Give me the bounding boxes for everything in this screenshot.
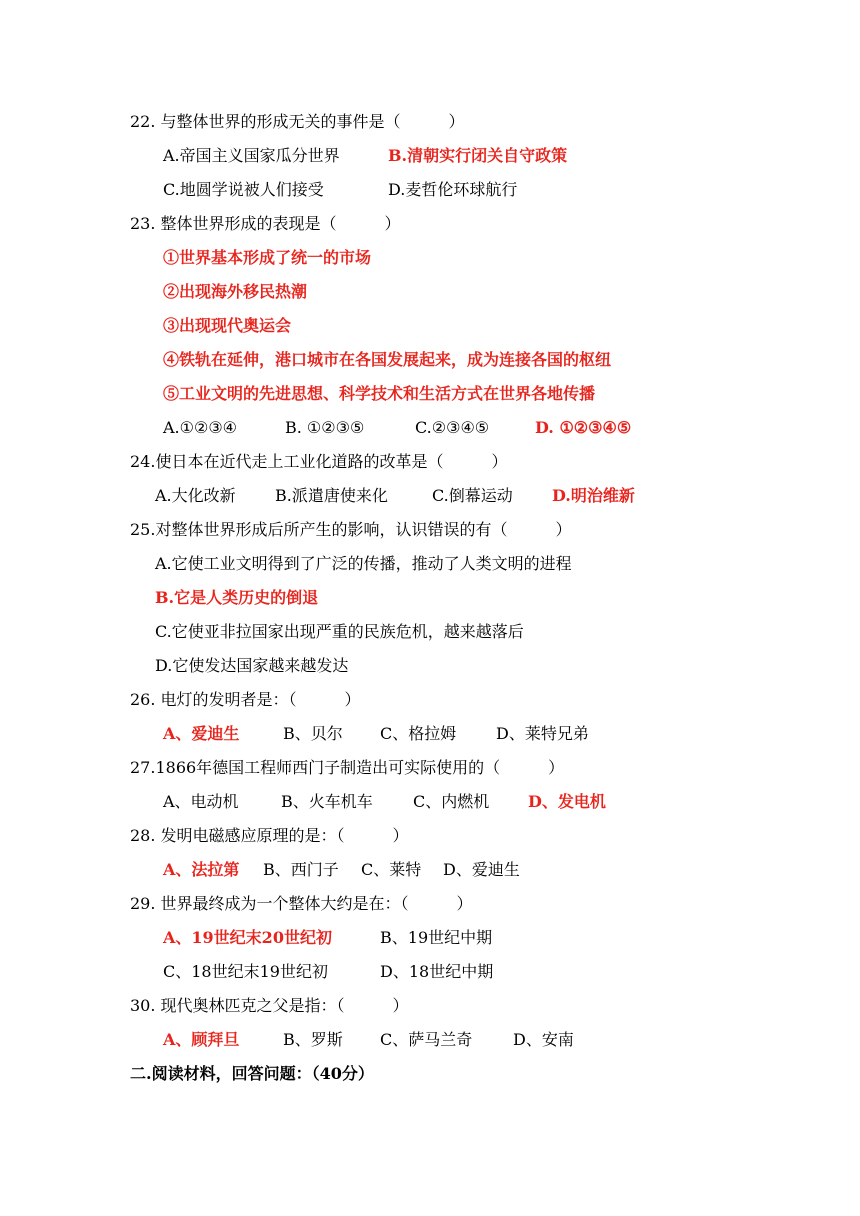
q23-item-2: ②出现海外移民热潮	[163, 282, 308, 301]
q26-option-d: D、莱特兄弟	[496, 724, 589, 743]
q24-option-b: B.派遣唐使来化	[275, 486, 388, 505]
q28-option-d: D、爱迪生	[443, 860, 520, 879]
q25-option-c: C.它使亚非拉国家出现严重的民族危机，越来越落后	[155, 622, 524, 641]
q22-option-c: C.地圆学说被人们接受	[163, 180, 324, 199]
q27-option-b: B、火车机车	[281, 792, 373, 811]
q22-option-b-answer: B.清朝实行闭关自守政策	[388, 146, 568, 165]
q27-option-c: C、内燃机	[413, 792, 490, 811]
section-heading-reading: 二.阅读材料，回答问题：（40分）	[130, 1064, 374, 1083]
q30-option-a-answer: A、顾拜旦	[163, 1030, 240, 1049]
q24-option-d-answer: D.明治维新	[552, 486, 635, 505]
q26-option-c: C、格拉姆	[380, 724, 457, 743]
q23-option-d-answer: D. ①②③④⑤	[535, 418, 632, 437]
question-30: 30. 现代奥林匹克之父是指：（ ）	[130, 996, 409, 1015]
q23-item-4: ④铁轨在延伸，港口城市在各国发展起来，成为连接各国的枢纽	[163, 350, 612, 369]
q28-option-b: B、西门子	[263, 860, 339, 879]
q26-option-a-answer: A、爱迪生	[163, 724, 240, 743]
question-29: 29. 世界最终成为一个整体大约是在：（ ）	[130, 894, 473, 913]
q25-option-b-answer: B.它是人类历史的倒退	[155, 588, 319, 607]
q27-option-d-answer: D、发电机	[528, 792, 606, 811]
q24-option-a: A.大化改新	[155, 486, 236, 505]
q23-option-a: A.①②③④	[163, 418, 238, 437]
q29-option-b: B、19世纪中期	[380, 928, 493, 947]
q29-option-a-answer: A、19世纪末20世纪初	[163, 928, 332, 947]
q27-option-a: A、电动机	[163, 792, 239, 811]
question-26: 26. 电灯的发明者是：（ ）	[130, 690, 361, 709]
q26-option-b: B、贝尔	[283, 724, 343, 743]
question-24: 24.使日本在近代走上工业化道路的改革是（ ）	[130, 452, 508, 471]
q30-option-d: D、安南	[513, 1030, 574, 1049]
q25-option-d: D.它使发达国家越来越发达	[155, 656, 349, 675]
question-28: 28. 发明电磁感应原理的是：（ ）	[130, 826, 409, 845]
q23-option-b: B. ①②③⑤	[285, 418, 365, 437]
q29-option-c: C、18世纪末19世纪初	[163, 962, 328, 981]
q30-option-b: B、罗斯	[283, 1030, 343, 1049]
question-25: 25.对整体世界形成后所产生的影响，认识错误的有（ ）	[130, 520, 572, 539]
q28-option-c: C、莱特	[361, 860, 422, 879]
q22-option-a: A.帝国主义国家瓜分世界	[163, 146, 340, 165]
q22-option-d: D.麦哲伦环球航行	[388, 180, 518, 199]
q23-option-c: C.②③④⑤	[415, 418, 490, 437]
q30-option-c: C、萨马兰奇	[380, 1030, 473, 1049]
question-27: 27.1866年德国工程师西门子制造出可实际使用的（ ）	[130, 758, 565, 777]
q23-item-5: ⑤工业文明的先进思想、科学技术和生活方式在世界各地传播	[163, 384, 596, 403]
q23-item-3: ③出现现代奥运会	[163, 316, 292, 335]
q25-option-a: A.它使工业文明得到了广泛的传播，推动了人类文明的进程	[155, 554, 572, 573]
q23-item-1: ①世界基本形成了统一的市场	[163, 248, 372, 267]
q28-option-a-answer: A、法拉第	[163, 860, 240, 879]
q29-option-d: D、18世纪中期	[380, 962, 494, 981]
question-23: 23. 整体世界形成的表现是（ ）	[130, 214, 401, 233]
q24-option-c: C.倒幕运动	[432, 486, 513, 505]
question-22: 22. 与整体世界的形成无关的事件是（ ）	[130, 112, 465, 131]
